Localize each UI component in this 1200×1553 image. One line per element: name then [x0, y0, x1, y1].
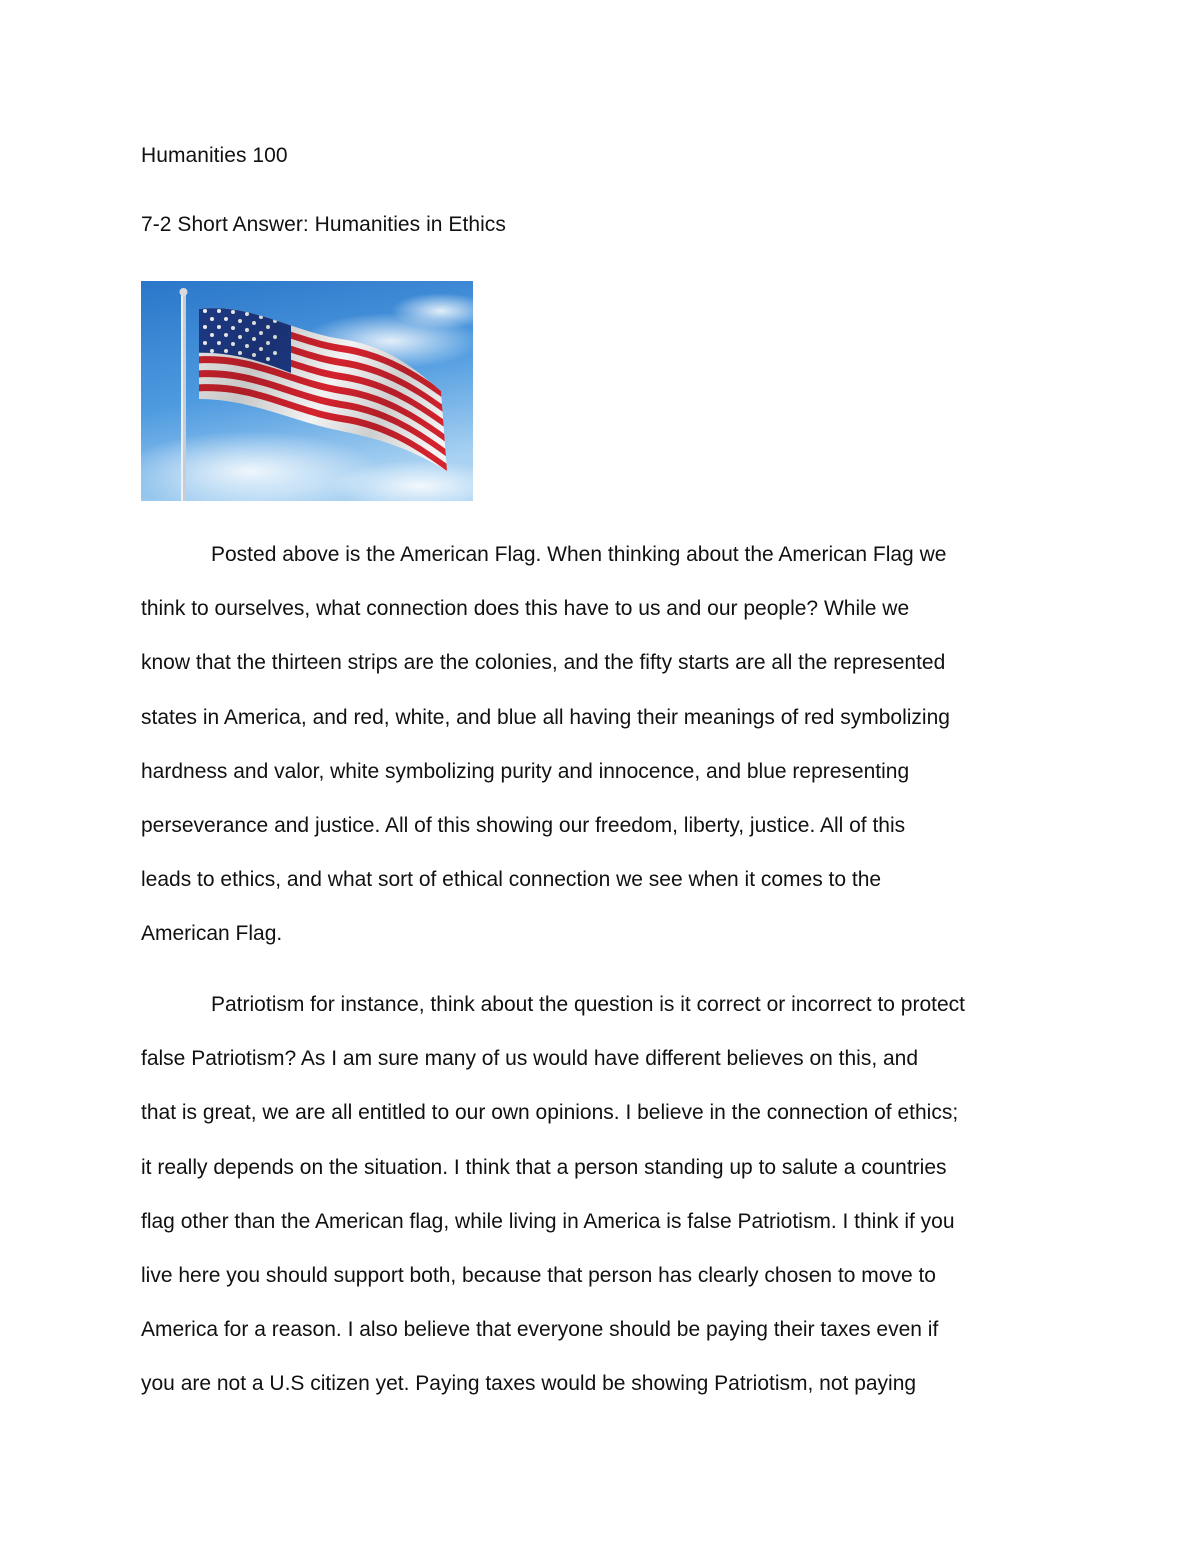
- paragraph-line: know that the thirteen strips are the colonies, and the fifty starts are all the represented: [141, 651, 946, 675]
- paragraph-line: live here you should support both, because that person has clearly chosen to move to: [141, 1264, 936, 1287]
- paragraph-line: perseverance and justice. All of this showing our freedom, liberty, justice. All of this: [141, 814, 906, 837]
- paragraph-line: that is great, we are all entitled to our own opinions. I believe in the connection of ethics;: [141, 1101, 959, 1125]
- paragraph-line: you are not a U.S citizen yet. Paying taxes would be showing Patriotism, not paying: [141, 1372, 917, 1396]
- paragraph-line: America for a reason. I also believe that everyone should be paying their taxes even if: [141, 1318, 939, 1342]
- paragraph-line: hardness and valor, white symbolizing purity and innocence, and blue representing: [141, 759, 910, 783]
- american-flag-image: [141, 281, 473, 501]
- paragraph-line: American Flag.: [141, 922, 283, 946]
- paragraph-line: it really depends on the situation. I think that a person standing up to salute a countries: [141, 1155, 947, 1179]
- paragraph-line: think to ourselves, what connection does this have to us and our people? While we: [141, 597, 910, 621]
- paragraph-line: false Patriotism? As I am sure many of us would have different believes on this, and: [141, 1047, 919, 1071]
- paragraph-line: flag other than the American flag, while living in America is false Patriotism. I think if you: [141, 1209, 955, 1233]
- paragraph-line: Patriotism for instance, think about the question is it correct or incorrect to protect: [211, 993, 966, 1016]
- paragraph-line: states in America, and red, white, and blue all having their meanings of red symbolizing: [141, 705, 950, 729]
- paragraph-line: Posted above is the American Flag. When thinking about the American Flag we: [211, 543, 947, 566]
- assignment-title: 7-2 Short Answer: Humanities in Ethics: [141, 213, 506, 236]
- paragraph-line: leads to ethics, and what sort of ethical connection we see when it comes to the: [141, 868, 882, 892]
- course-title: Humanities 100: [141, 144, 288, 167]
